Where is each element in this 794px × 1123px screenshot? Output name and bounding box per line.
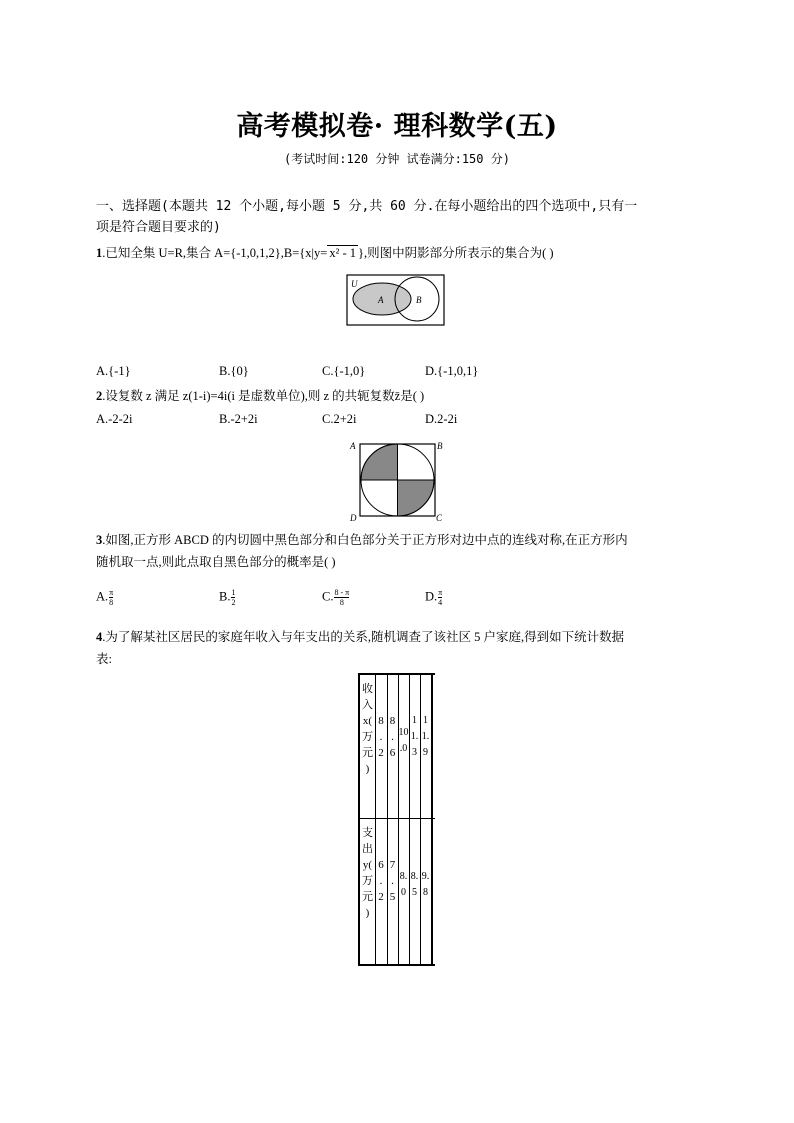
section-line-2: 项是符合题目要求的) [96,220,221,235]
vertex-label-a: A [350,441,356,451]
q1-option-d: D.{-1,0,1} [425,364,479,378]
section-line-1: 一、选择题(本题共 12 个小题,每小题 5 分,共 60 分.在每小题给出的四个选项中,只有一 [96,199,638,214]
question-4 [96,626,700,670]
q1-option-c: C.{-1,0} [322,364,366,378]
fraction: $\frac{\pi}{4}$ [438,588,443,607]
table-cell: 1 1. 3 [410,715,419,758]
fraction: $\frac{8 - \pi}{8}$ [334,588,350,607]
table-cell: 8. 0 [399,871,408,898]
venn-label-a: A [378,295,384,305]
question-text: .如图,正方形 ABCD 的内切圆中黑色部分和白色部分关于正方形对边中点的连线对称,在正方形内 [102,533,628,547]
table-row-header-income: 收 入 x( 万 元 ) [362,683,373,775]
table-cell: 8. 5 [410,871,419,898]
table-cell: 8 . 2 [378,715,384,759]
question-number: 2 [96,389,103,403]
q2-option-c: C.2+2i [322,412,357,426]
question-number: 4 [96,630,103,644]
table-row-header-expense: 支 出 y( 万 元 ) [362,827,373,919]
q3-option-d: D. $\frac{\pi}{4}$ [425,588,443,607]
exam-info: (考试时间:120 分钟 试卷满分:150 分) [284,152,510,166]
data-table [358,673,435,966]
fraction: $\frac{\pi}{8}$ [109,588,114,607]
question-1 [96,242,700,264]
table-cell: 8 . 6 [389,715,396,759]
venn-diagram [345,272,447,328]
q2-option-b: B.-2+2i [219,412,258,426]
q2-option-d: D.2-2i [425,412,458,426]
question-text: },则图中阴影部分所表示的集合为( ) [358,246,554,260]
table-cell: 6 . 2 [378,859,384,903]
page-title: 高考模拟卷· 理科数学(五) [236,111,558,142]
sqrt-expression: x² - 1 [329,246,357,260]
question-number: 1 [96,246,103,260]
question-text: .设复数 z 满足 z(1-i)=4i(i 是虚数单位),则 z 的共轭复数z̄是( ) [102,389,425,403]
question-text: .为了解某社区居民的家庭年收入与年支出的关系,随机调查了该社区 5 户家庭,得到如下统计数据 [102,630,625,644]
q1-option-b: B.{0} [219,364,249,378]
fraction: $\frac{1}{2}$ [231,588,236,607]
q3-option-b: B. $\frac{1}{2}$ [219,588,236,607]
table-cell: 7 . 5 [389,859,396,903]
vertex-label-d: D [350,513,357,523]
section-header [96,196,700,238]
table-cell: 1 1. 9 [421,715,430,758]
question-text: 表: [96,652,112,666]
question-text: .已知全集 U=R,集合 A={-1,0,1,2},B={x|y= [102,246,328,260]
vertex-label-b: B [437,441,443,451]
venn-label-b: B [416,295,422,305]
question-3 [96,529,700,573]
question-number: 3 [96,533,103,547]
table-cell: 10 .0 [398,727,409,754]
q3-option-c: C. $\frac{8 - \pi}{8}$ [322,588,350,607]
venn-label-u: U [351,279,358,289]
square-circle-figure [348,437,446,523]
q3-option-a: A. $\frac{\pi}{8}$ [96,588,114,607]
table-cell: 9. 8 [421,871,430,898]
q1-option-a: A.{-1} [96,364,131,378]
question-2 [96,385,700,407]
vertex-label-c: C [436,513,443,523]
question-text: 随机取一点,则此点取自黑色部分的概率是( ) [96,555,336,569]
q2-option-a: A.-2-2i [96,412,133,426]
